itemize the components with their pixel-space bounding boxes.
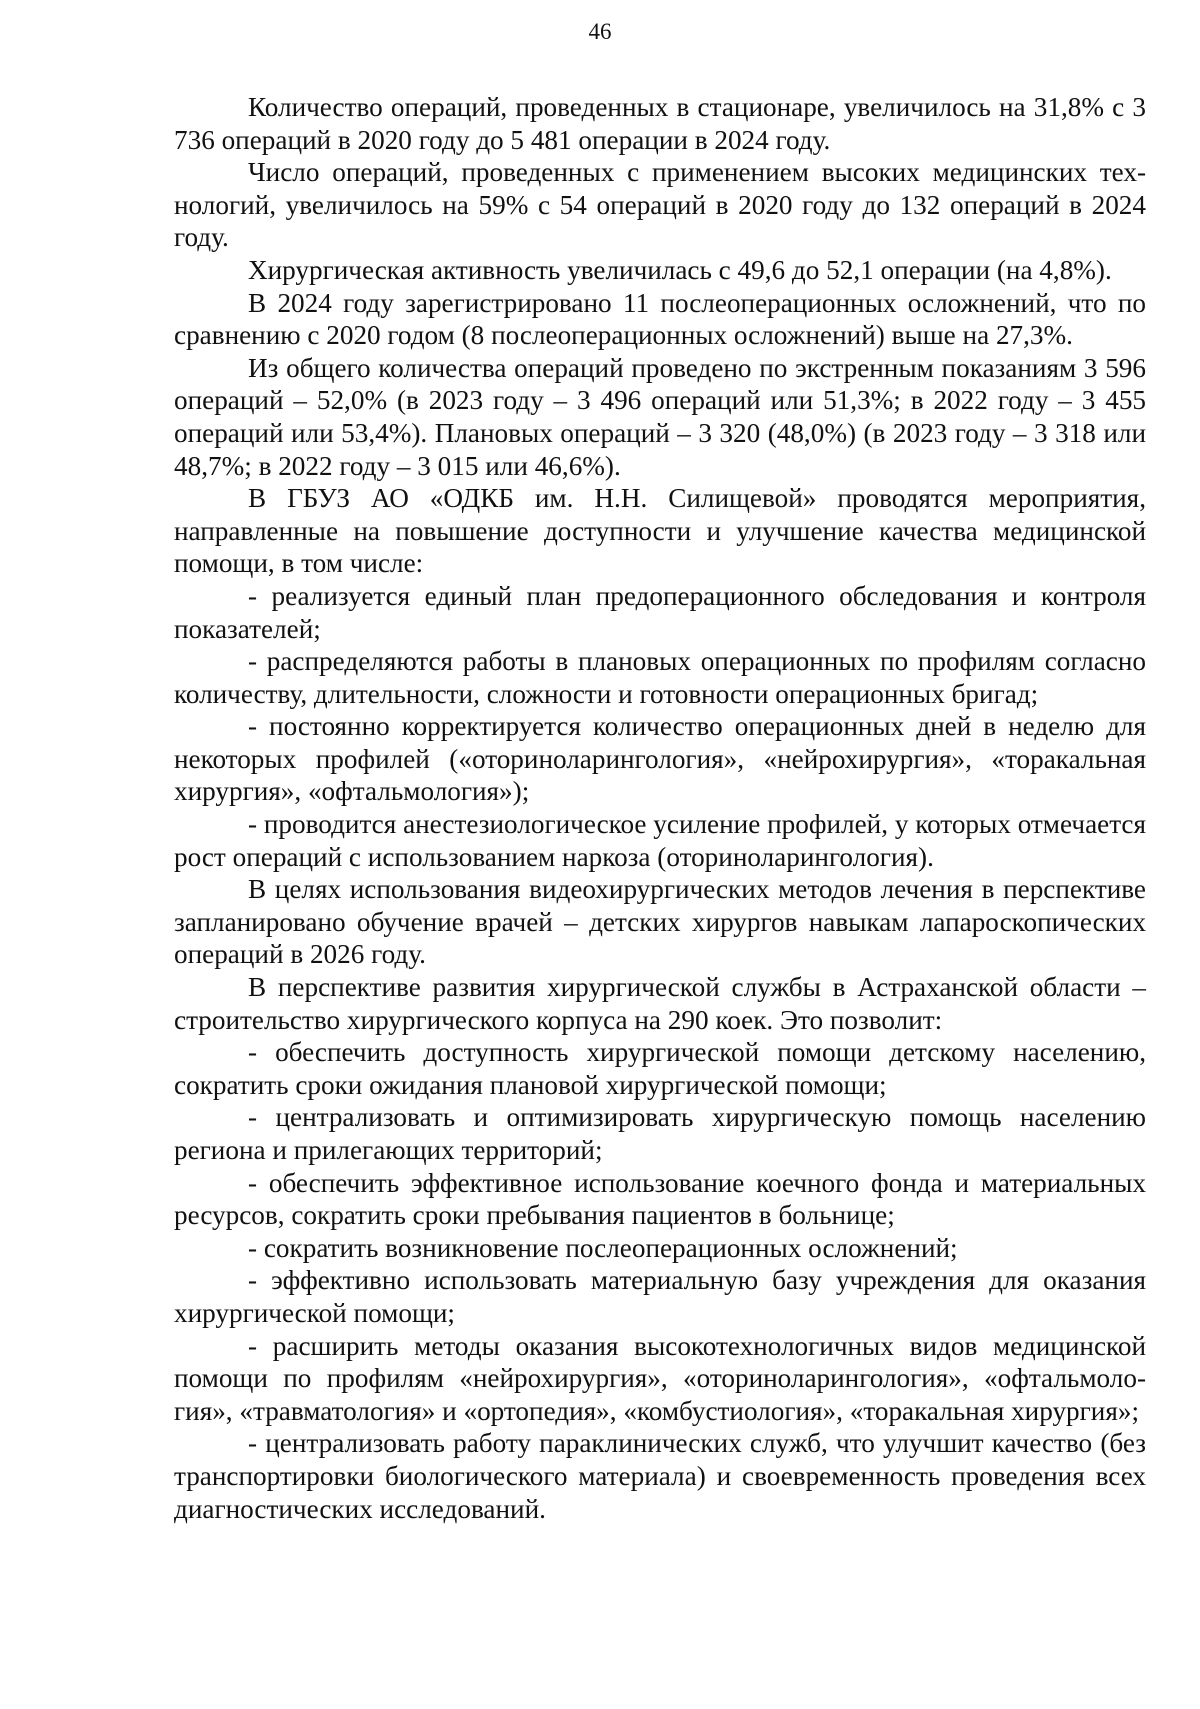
paragraph: Хирургическая активность увеличилась с 49,6 до 52,1 операции (на 4,8%). <box>248 254 1112 285</box>
list-item: - централизовать работу параклинических служб, что улучшит качество (без транспортировки биологического материала) и своевременность проведения всех диагностических исследований. <box>174 1428 1146 1524</box>
paragraph: В перспективе развития хирургической службы в Астраханской области – строительство хирургического корпуса на 290 коек. Это позволит: <box>174 972 1146 1035</box>
list-item: - обеспечить доступность хирургической помощи детскому населению, сократить сроки ожидания плановой хирургической помощи; <box>174 1037 1146 1100</box>
paragraph: В 2024 году зарегистрировано 11 послеоперационных осложнений, что по сравнению с 2020 годом (8 послеоперационных осложнений) выше на 27,3%. <box>174 287 1146 351</box>
paragraph: Число операций, проведенных с применением высоких медицинских технологий, увеличилось на 59% с 54 операций в 2020 году до 132 операций в 2024 году. <box>174 157 1146 253</box>
page-number: 46 <box>588 19 612 44</box>
paragraph: Количество операций, проведенных в стационаре, увеличилось на 31,8% с 3 736 операций в 2020 году до 5 481 операции в 2024 году. <box>174 92 1146 155</box>
list-item: - постоянно корректируется количество операционных дней в неделю для некоторых профилей («оториноларингология», «нейрохирургия», «торакальная хирургия», «офтальмология»); <box>174 711 1146 807</box>
list-item: - сократить возникновение послеоперационных осложнений; <box>248 1232 958 1263</box>
list-item: - проводится анестезиологическое усиление профилей, у которых отмечается рост операций с использованием наркоза (оториноларингология). <box>174 809 1146 872</box>
document-body <box>174 91 1146 1525</box>
paragraph: В целях использования видеохирургических методов лечения в перспективе запланировано обучение врачей – детских хирургов навыкам лапароскопических операций в 2026 году. <box>174 874 1146 970</box>
list-item: - реализуется единый план предоперационного обследования и контроля показателей; <box>174 580 1146 644</box>
list-item: - расширить методы оказания высокотехнологичных видов медицинской помощи по профилям «нейрохирургия», «оториноларингология», «офтальмология», «травматология» и «ортопедия», «комбустиология», «торакальная хирургия»; <box>174 1330 1146 1426</box>
list-item: - распределяются работы в плановых операционных по профилям согласно количеству, длительности, сложности и готовности операционных бригад; <box>174 646 1146 709</box>
list-item: - обеспечить эффективное использование коечного фонда и материальных ресурсов, сократить сроки пребывания пациентов в больнице; <box>174 1167 1146 1231</box>
paragraph: Из общего количества операций проведено по экстренным показаниям 3 596 операций – 52,0% (в 2023 году – 3 496 операций или 51,3%; в 2022 году – 3 455 операций или 53,4%). Плановых операций – 3 320 (48,0%) (в 2023 году – 3 318 или 48,7%; в 2022 году – 3 015 или 46,6%). <box>174 352 1146 481</box>
list-item: - централизовать и оптимизировать хирургическую помощь населению региона и прилегающих территорий; <box>174 1102 1146 1165</box>
paragraph: В ГБУЗ АО «ОДКБ им. Н.Н. Силищевой» проводятся мероприятия, направленные на повышение доступности и улучшение качества медицинской помощи, в том числе: <box>174 483 1146 579</box>
list-item: - эффективно использовать материальную базу учреждения для оказания хирургической помощи; <box>174 1265 1146 1328</box>
